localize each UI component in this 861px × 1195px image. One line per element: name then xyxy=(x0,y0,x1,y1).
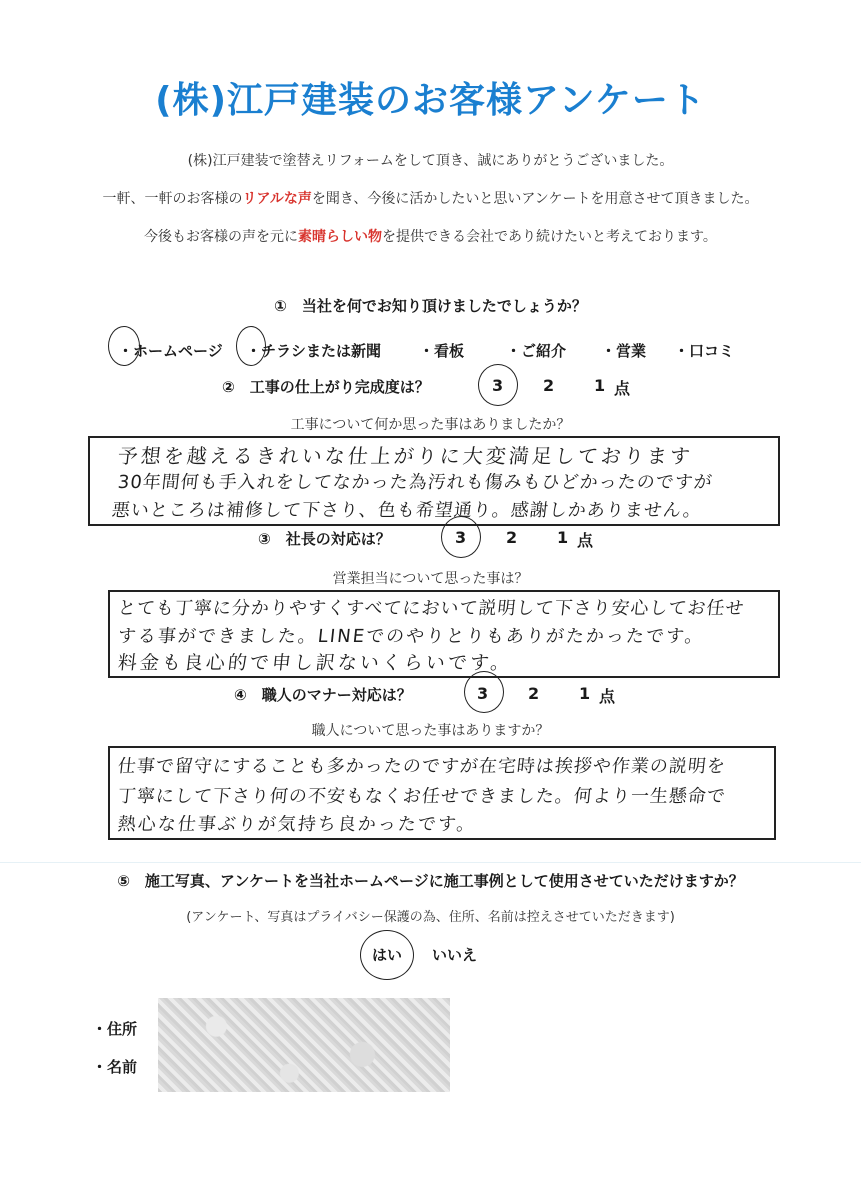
question-2-sub: 工事について何か思った事はありましたか？ xyxy=(290,417,571,433)
privacy-note: (アンケート、写真はプライバシー保護の為、住所、名前は控えさせていただきます) xyxy=(186,910,675,925)
q3-selection-circle xyxy=(441,516,481,558)
intro-line-2 xyxy=(0,188,861,208)
q2-rating-3[interactable]: 3 xyxy=(492,376,504,395)
option-signboard[interactable]: ・看板 xyxy=(419,342,465,360)
q2-answer-line-3: 悪いところは補修して下さり、色も希望通り。感謝しかありません。 xyxy=(110,500,704,521)
q2-rating-unit: 点 xyxy=(614,379,631,398)
intro-line-2-text-end: を聞き、今後に活かしたいと思いアンケートを用意させて頂きました。 xyxy=(311,191,759,207)
selection-circle-homepage xyxy=(108,326,140,366)
name-label: ・名前 xyxy=(92,1058,138,1076)
intro-line-2-text: 一軒、一軒のお客様の xyxy=(102,191,243,207)
question-4: ④ 職人のマナー対応は？ xyxy=(234,686,412,704)
option-flyer[interactable]: ・チラシまたは新聞 xyxy=(246,342,382,360)
question-4-sub: 職人について思った事はありますか？ xyxy=(311,723,550,739)
q3-rating-2[interactable]: 2 xyxy=(506,528,518,547)
question-2: ② 工事の仕上がり完成度は？ xyxy=(222,378,430,396)
q3-answer-line-3: 料金も良心的で申し訳ないくらいです。 xyxy=(116,652,514,674)
selection-circle-flyer xyxy=(236,326,266,366)
question-3: ③ 社長の対応は？ xyxy=(258,530,391,548)
q4-rating-2[interactable]: 2 xyxy=(528,684,540,703)
page-title: (株)江戸建装のお客様アンケート xyxy=(155,80,706,121)
q2-rating-2[interactable]: 2 xyxy=(543,376,555,395)
consent-yes[interactable]: はい xyxy=(372,946,403,964)
consent-selection-circle xyxy=(360,930,414,980)
option-sales[interactable]: ・営業 xyxy=(601,342,647,360)
q4-rating-unit: 点 xyxy=(599,687,616,706)
intro-line-3-text-end: を提供できる会社であり続けたいと考えております。 xyxy=(382,229,717,245)
question-1: ① 当社を何でお知り頂けましたでしょうか？ xyxy=(274,297,587,315)
intro-line-3-text: 今後もお客様の声を元に xyxy=(144,229,299,245)
redacted-personal-info xyxy=(158,998,450,1092)
q4-selection-circle xyxy=(464,671,504,713)
intro-line-1: (株)江戸建装で塗替えリフォームをして頂き、誠にありがとうございました。 xyxy=(187,153,674,169)
q3-answer-line-1: とても丁寧に分かりやすくすべてにおいて説明して下さり安心してお任せ xyxy=(116,598,746,619)
q2-rating-1[interactable]: 1 xyxy=(594,376,606,395)
question-3-sub: 営業担当について思った事は？ xyxy=(332,571,529,587)
q4-answer-line-3: 熱心な仕事ぶりが気持ち良かったです。 xyxy=(116,814,478,835)
intro-line-3 xyxy=(0,226,861,246)
question-5: ⑤ 施工写真、アンケートを当社ホームページに施工事例として使用させていただけますか？ xyxy=(117,872,744,890)
intro-highlight-wonderful: 素晴らしい物 xyxy=(298,229,383,245)
q2-selection-circle xyxy=(478,364,518,406)
consent-no[interactable]: いいえ xyxy=(432,946,478,964)
q4-answer-line-2: 丁寧にして下さり何の不安もなくお任せできました。何より一生懸命で xyxy=(116,786,727,807)
option-homepage[interactable]: ・ホームページ xyxy=(118,342,223,360)
q4-rating-3[interactable]: 3 xyxy=(477,684,489,703)
q3-answer-line-2: する事ができました。LINEでのやりとりもありがたかったです。 xyxy=(116,626,706,647)
q4-answer-line-1: 仕事で留守にすることも多かったのですが在宅時は挨拶や作業の説明を xyxy=(116,756,727,777)
q2-answer-line-1: 予想を越えるきれいな仕上がりに大変満足しております xyxy=(116,444,695,468)
address-label: ・住所 xyxy=(92,1020,138,1038)
section-divider xyxy=(0,862,861,863)
q3-rating-unit: 点 xyxy=(577,531,594,550)
intro-highlight-real-voice: リアルな声 xyxy=(242,191,312,207)
q3-rating-1[interactable]: 1 xyxy=(557,528,569,547)
q3-rating-3[interactable]: 3 xyxy=(455,528,467,547)
q4-rating-1[interactable]: 1 xyxy=(579,684,591,703)
option-word-of-mouth[interactable]: ・口コミ xyxy=(674,342,735,360)
option-referral[interactable]: ・ご紹介 xyxy=(506,342,567,360)
q2-answer-line-2: 30年間何も手入れをしてなかった為汚れも傷みもひどかったのですが xyxy=(116,472,714,493)
